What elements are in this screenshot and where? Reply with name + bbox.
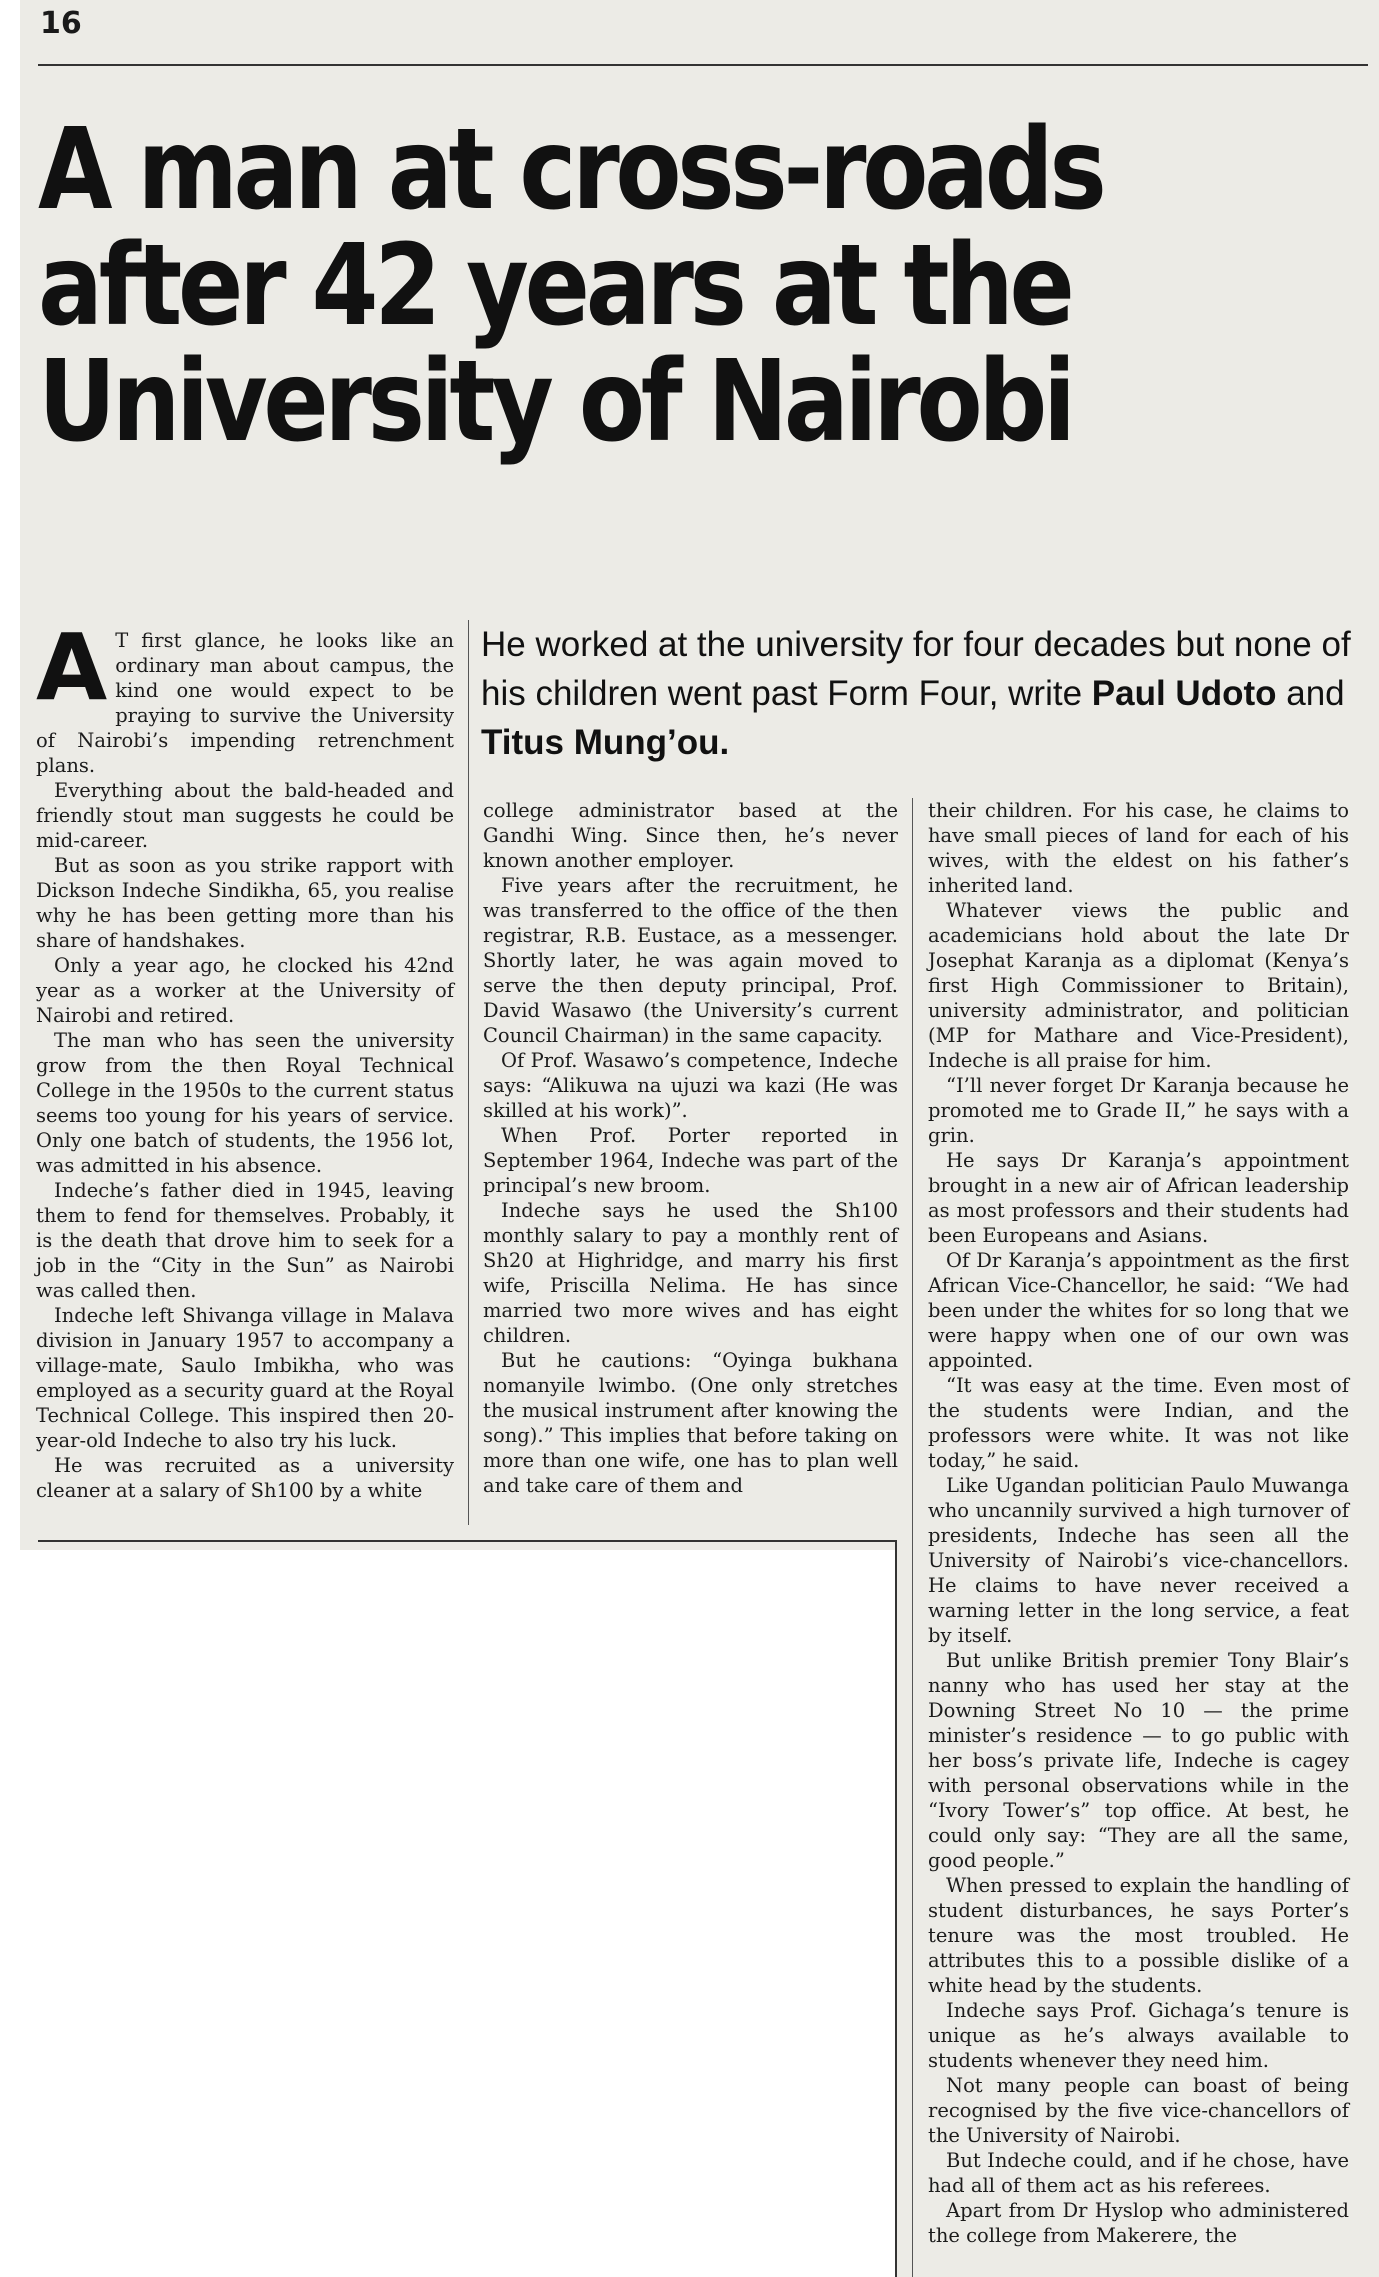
page-number: 16 bbox=[40, 6, 82, 41]
paragraph: He was recruited as a university cleaner at a salary of Sh100 by a white bbox=[36, 1454, 454, 1502]
column-rule bbox=[468, 620, 469, 1525]
author-name: Titus Mung’ou. bbox=[481, 723, 730, 762]
paragraph: their children. For his case, he claims to have small pieces of land for each of his wives, with the eldest on his father’s inherited land. bbox=[928, 799, 1349, 897]
paragraph: Indeche left Shivanga village in Malava division in January 1957 to accompany a village-mate, Saulo Imbikha, who was employed as a security guard at the Royal Technical College. This inspired then 20-year-old Indeche to also try his luck. bbox=[36, 1304, 454, 1452]
headline-line-2: after 42 years at the bbox=[38, 221, 1071, 351]
paragraph: Only a year ago, he clocked his 42nd year as a worker at the University of Nairobi and retired. bbox=[36, 954, 454, 1027]
paragraph: Indeche says he used the Sh100 monthly salary to pay a monthly rent of Sh20 at Highridge, and marry his first wife, Priscilla Nelima. He has since married two more wives and has eight children. bbox=[483, 1199, 898, 1347]
standfirst-conjunction: and bbox=[1286, 674, 1345, 713]
article-column-2 bbox=[483, 798, 898, 1498]
paragraph: “I’ll never forget Dr Karanja because he promoted me to Grade II,” he says with a grin. bbox=[928, 1074, 1349, 1147]
headline bbox=[38, 105, 1182, 467]
paragraph: When pressed to explain the handling of student disturbances, he says Porter’s tenure was the most troubled. He attributes this to a possible dislike of a white head by the students. bbox=[928, 1874, 1349, 1997]
box-border-side bbox=[895, 1540, 897, 2277]
headline-line-1: A man at cross-roads bbox=[38, 105, 1103, 235]
drop-cap: A bbox=[36, 614, 108, 721]
paragraph: But he cautions: “Oyinga bukhana nomanyile lwimbo. (One only stretches the musical instrument after knowing the song).” This implies that before taking on more than one wife, one has to plan well and take care of them and bbox=[483, 1349, 898, 1497]
paragraph: Like Ugandan politician Paulo Muwanga who uncannily survived a high turnover of presidents, Indeche has seen all the University of Nairobi’s vice-chancellors. He claims to have never received a warning letter in the long service, a feat by itself. bbox=[928, 1474, 1349, 1647]
article-column-1 bbox=[36, 614, 454, 1503]
paragraph: “It was easy at the time. Even most of the students were Indian, and the professors were white. It was not like today,” he said. bbox=[928, 1374, 1349, 1472]
headline-line-3: University of Nairobi bbox=[38, 337, 1072, 467]
paragraph: college administrator based at the Gandhi Wing. Since then, he’s never known another employer. bbox=[483, 799, 898, 872]
paragraph: But Indeche could, and if he chose, have had all of them act as his referees. bbox=[928, 2149, 1349, 2197]
paragraph: Everything about the bald-headed and friendly stout man suggests he could be mid-career. bbox=[36, 779, 454, 852]
paragraph: Indeche says Prof. Gichaga’s tenure is unique as he’s always available to students whenever they need him. bbox=[928, 1999, 1349, 2072]
paragraph: Whatever views the public and academicians hold about the late Dr Josephat Karanja as a diplomat (Kenya’s first High Commissioner to Britain), university administrator, and politician (MP for Mathare and Vice-President), Indeche is all praise for him. bbox=[928, 899, 1349, 1072]
paragraph: He says Dr Karanja’s appointment brought in a new air of African leadership as most professors and their students had been Europeans and Asians. bbox=[928, 1149, 1349, 1247]
top-rule bbox=[38, 64, 1368, 66]
paragraph: But unlike British premier Tony Blair’s nanny who has used her stay at the Downing Street No 10 — the prime minister’s residence — to go public with her boss’s private life, Indeche is cagey with personal observations while in the “Ivory Tower’s” top office. At best, he could only say: “They are all the same, good people.” bbox=[928, 1649, 1349, 1872]
paragraph: Five years after the recruitment, he was transferred to the office of the then registrar, R.B. Eustace, as a messenger. Shortly later, he was again moved to serve the then deputy principal, Prof. David Wasawo (the University’s current Council Chairman) in the same capacity. bbox=[483, 874, 898, 1047]
author-name: Paul Udoto bbox=[1091, 674, 1277, 713]
standfirst bbox=[481, 620, 1361, 767]
standfirst-text: He worked at the university for four decades but none of his children went past Form Four, write bbox=[481, 625, 1351, 713]
column-rule bbox=[912, 798, 913, 2277]
box-border-top bbox=[38, 1540, 895, 1542]
paragraph: Of Dr Karanja’s appointment as the first African Vice-Chancellor, he said: “We had been under the whites for so long that we were happy when one of our own was appointed. bbox=[928, 1249, 1349, 1372]
paragraph: A T first glance, he looks like an ordinary man about campus, the kind one would expect to be praying to survive the University of Nairobi’s impending retrenchment plans. bbox=[36, 614, 454, 777]
paragraph: Apart from Dr Hyslop who administered the college from Makerere, the bbox=[928, 2199, 1349, 2247]
article-column-3 bbox=[928, 798, 1349, 2248]
paragraph: Not many people can boast of being recognised by the five vice-chancellors of the University of Nairobi. bbox=[928, 2074, 1349, 2147]
paragraph: But as soon as you strike rapport with Dickson Indeche Sindikha, 65, you realise why he has been getting more than his share of handshakes. bbox=[36, 854, 454, 952]
paragraph: When Prof. Porter reported in September 1964, Indeche was part of the principal’s new broom. bbox=[483, 1124, 898, 1197]
paragraph: Indeche’s father died in 1945, leaving them to fend for themselves. Probably, it is the death that drove him to seek for a job in the “City in the Sun” as Nairobi was called then. bbox=[36, 1179, 454, 1302]
paragraph: The man who has seen the university grow from the then Royal Technical College in the 1950s to the current status seems too young for his years of service. Only one batch of students, the 1956 lot, was admitted in his absence. bbox=[36, 1029, 454, 1177]
paragraph: Of Prof. Wasawo’s competence, Indeche says: “Alikuwa na ujuzi wa kazi (He was skilled at his work)”. bbox=[483, 1049, 898, 1122]
